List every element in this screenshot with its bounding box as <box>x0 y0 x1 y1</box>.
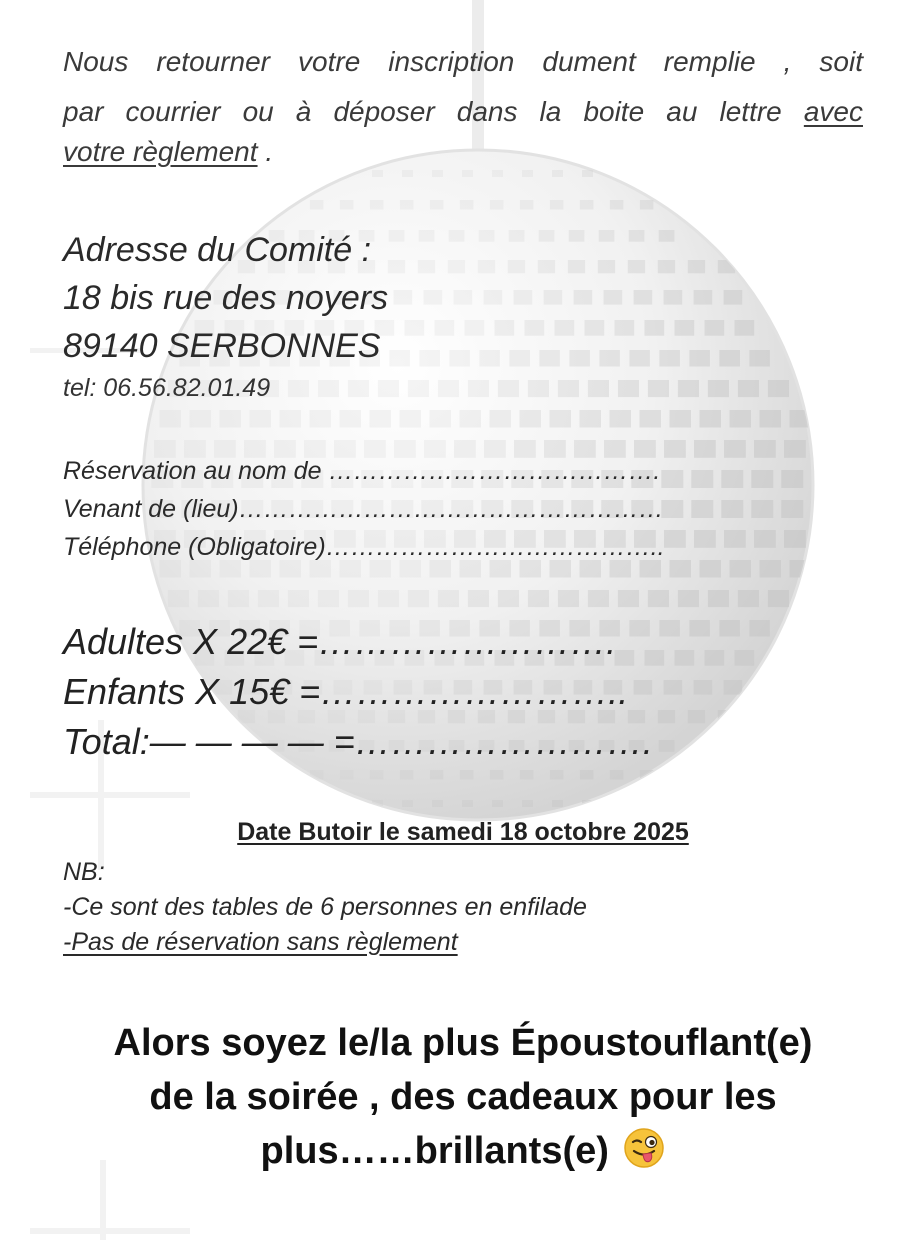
intro-line-3-tail: . <box>257 136 274 167</box>
intro-line-2-text: par courrier ou à déposer dans la boite au lettre <box>63 96 804 127</box>
pricing-block <box>63 617 653 767</box>
address-heading: Adresse du Comité : <box>63 231 372 269</box>
address-street: 18 bis rue des noyers <box>63 279 389 317</box>
slogan <box>0 1016 899 1178</box>
address-city: 89140 SERBONNES <box>63 327 381 365</box>
intro-underlined-payment: votre règlement <box>63 136 258 167</box>
intro-line-3 <box>63 136 273 168</box>
children-price-field[interactable]: Enfants X 15€ =…………………….. <box>63 671 629 712</box>
committee-address <box>63 226 388 406</box>
address-phone: tel: 06.56.82.01.49 <box>63 374 271 402</box>
note-tables: -Ce sont des tables de 6 personnes en enfilade <box>63 893 587 921</box>
slogan-line-2: de la soirée , des cadeaux pour les <box>149 1076 777 1118</box>
reservation-form <box>63 452 665 566</box>
slogan-line-1: Alors soyez le/la plus Époustouflant(e) <box>113 1022 813 1064</box>
adults-price-field[interactable]: Adultes X 22€ =……………………. <box>63 621 617 662</box>
deadline-text: Date Butoir le samedi 18 octobre 2025 <box>237 818 689 846</box>
slogan-line-3 <box>0 1124 899 1178</box>
intro-underlined-avec: avec <box>803 96 863 127</box>
slogan-line-3-text: plus……brillants(e) <box>260 1130 609 1172</box>
winking-tongue-face-icon <box>623 1127 665 1169</box>
reservation-phone-field[interactable]: Téléphone (Obligatoire)………………………………….. <box>63 533 665 561</box>
reservation-name-field[interactable]: Réservation au nom de …………………………………. <box>63 457 661 485</box>
deadline-notice <box>0 818 899 847</box>
notes-block <box>63 855 587 960</box>
total-price-field[interactable]: Total:— — — — =……………………. <box>63 721 653 762</box>
notes-label: NB: <box>63 858 105 886</box>
reservation-origin-field[interactable]: Venant de (lieu)…………………………………………… <box>63 495 664 523</box>
note-payment-required: -Pas de réservation sans règlement <box>63 928 458 956</box>
intro-line-1: Nous retourner votre inscription dument remplie , soit <box>63 46 863 77</box>
intro-line-2 <box>63 96 863 128</box>
